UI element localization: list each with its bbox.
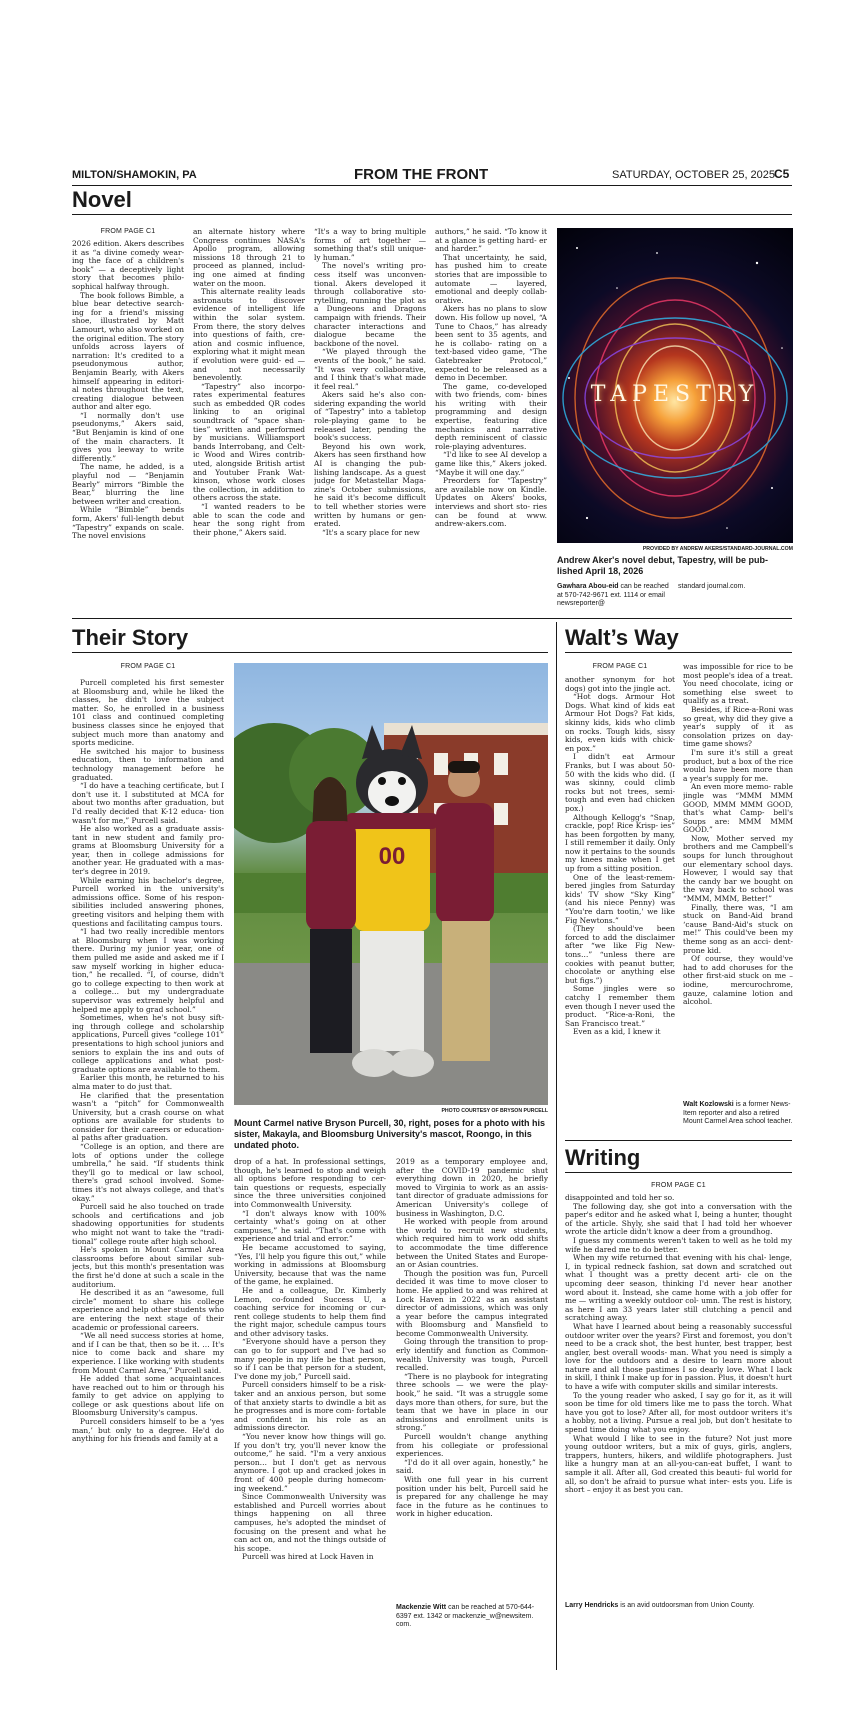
paragraph: “I'd like to see AI develop a game like this,” Akers joked. “Maybe it will one day.” <box>435 450 547 477</box>
walts-way-byline <box>683 1101 793 1127</box>
paragraph: He described it as an “awesome, full circle” moment to share his college experience and help other students who are entering the next stage of their academic or professional careers. <box>72 1288 224 1332</box>
paragraph: What have I learned about being a reasonably successful outdoor writer over the years? First and foremost, you don't need to be a crack shot, the best hunter, best trapper, best angler, best overall woods- man. What you need is simply a love for the outdoors and a desire to learn more about nature and all those pastimes I so dearly love. What I lack in skill, I think I make up for in passion. Plus, it doesn't hurt to have a wife with computer skills and similar interests. <box>565 1321 792 1392</box>
paragraph: an alternate history where Congress continues NASA's Apollo program, allowing missions 18 through 21 to proceed as planned, includ- ing one aimed at finding water on the moon. <box>193 228 305 288</box>
novel-column-1 <box>72 240 184 610</box>
their-story-column-2 <box>234 1158 386 1662</box>
their-story-byline-contact: can be reached at 570-644- 6397 ext. 1342 or mackenzie_w@newsitem. com. <box>396 1604 535 1628</box>
paragraph: Purcell said he also touched on trade schools and certifications and job shadowing opportunities for students who might not want to take the “tradi- tional” college route after high school. <box>72 1202 224 1246</box>
paragraph: Even as a kid, I knew it <box>573 1027 661 1037</box>
paragraph: 2019 as a temporary employee and, after the COVID-19 pandemic shut everything down in 2020, he briefly moved to Virginia to work as an assis- tant director of graduate admissions for American University's college of business in Washington, D.C. <box>396 1158 548 1218</box>
paragraph: Now, Mother served my brothers and me Campbell's soups for lunch throughout our elementary school days. However, I would say that the candy bar we bought on the way back to school was “MMM, MMM, Better!” <box>683 833 793 904</box>
paragraph: Purcell completed his first semester at Bloomsburg and, while he liked the classes, he didn't love the subject matter. So, he enrolled in a business 101 class and continued completing business classes since he enjoyed that subject much more than anatomy and sports medicine. <box>72 679 224 748</box>
paragraph: He and a colleague, Dr. Kimberly Lemon, co-founded Success U, a coaching service for incoming or cur- rent college students to help them find the right major, schedule campus tours and other advisory tasks. <box>234 1285 386 1338</box>
paragraph: 2026 edition. Akers describes it as “a divine comedy wear- ing the face of a children's book” — a deceptively light story that becomes philo- sophical halfway through. <box>72 240 184 291</box>
paragraph: He became accustomed to saying, “Yes, I'll help you figure this out,” while working in admissions at Bloomsburg University, because that was the name of the game, he explained. <box>234 1242 386 1287</box>
paragraph: What would I like to see in the future? Not just more young outdoor writers, but a mix of guys, girls, anglers, trappers, hunters, hikers, and wildlife photographers. Just like a hungry man at an all-you-can-eat buffet, I want to sample it all. After all, God created this beauti- ful world for all, so don't be afraid to pursue what inter- ests you. Life is short – enjoy it as best you can. <box>565 1433 792 1495</box>
paragraph: The game, co-developed with two friends, com- bines his writing with their programming and design expertise, featuring dice mechanics and narrative depth reminiscent of classic role-playing adventures. <box>435 381 547 451</box>
paragraph: Besides, if Rice-a-Roni was so great, why did they give a year's supply of it as consolation prizes on day- time game shows? <box>683 704 793 749</box>
paragraph: Although Kellogg's “Snap, crackle, pop! Rice Krisp- ies” has been forgotten by many, I still remember it daily. Only now it pertains to the sounds my knees make when I get up from a sitting position. <box>565 812 675 874</box>
paragraph: Preorders for “Tapestry” are available now on Kindle. Updates on Akers' books, interviews and short sto- ries can be found at www. andrew-akers.com. <box>435 476 547 529</box>
paragraph: “There is no playbook for integrating three schools — we were the play- book,” he said. “It was a struggle some days more than others, for sure, but the team that we have in place in our admissions and enrollment units is strong.” <box>396 1371 548 1433</box>
their-story-photo-credit: PHOTO COURTESY OF BRYSON PURCELL <box>441 1108 548 1114</box>
paragraph: He worked with people from around the world to recruit new students, which required him to work odd shifts to accommodate the time difference between the United States and Europe- an or Asian countries. <box>396 1217 548 1270</box>
paragraph: was impossible for rice to be most people's idea of a treat. You need chocolate, icing or something else sweet to qualify as a treat. <box>683 663 793 706</box>
novel-column-3 <box>314 228 426 610</box>
their-story-headline: Their Story <box>72 625 189 650</box>
masthead-location: MILTON/SHAMOKIN, PA <box>72 169 197 181</box>
paragraph: “Hot dogs. Armour Hot Dogs. What kind of kids eat Armour Hot Dogs? Fat kids, skinny kids, kids who climb on rocks. Tough kids, sissy kids, even kids with chick- en pox.” <box>565 692 675 753</box>
walts-way-from-page: FROM PAGE C1 <box>592 663 648 670</box>
paragraph: I'm sure it's still a great product, but a box of the rice would have been more than a year's supply for me. <box>683 747 793 783</box>
novel-headline: Novel <box>72 187 132 212</box>
paragraph: Akers said he's also con- sidering expanding the world of “Tapestry” into a tabletop role-playing game to be released later, pending the book's success. <box>314 390 426 443</box>
walts-way-byline-contact: is a former News-Item reporter and also a retired Mount Carmel Area school teacher. <box>683 1101 793 1125</box>
novel-photo-caption: Andrew Aker's novel debut, Tapestry, will be pub- lished April 18, 2026 <box>557 555 769 576</box>
paragraph: The name, he added, is a playful nod — “Benjamin Bearly” mirrors “Bimble the Bear,” blurring the line between writer and creation. <box>72 462 184 506</box>
paragraph: With one full year in his current position under his belt, Purcell said he is prepared for any challenge he may face in the future as he continues to work in higher education. <box>396 1474 548 1519</box>
paragraph: Going through the transition to prop- erly identify and function as Common- wealth University was tough, Purcell recalled. <box>396 1337 548 1373</box>
their-story-column-1 <box>72 679 224 1664</box>
paragraph: Purcell was hired at Lock Haven in <box>242 1552 374 1562</box>
walts-way-column-1 <box>565 676 675 1136</box>
masthead-section: FROM THE FRONT <box>354 166 489 183</box>
masthead-rule <box>72 185 792 186</box>
paragraph: “I'd do it all over again, honestly,” he said. <box>396 1457 548 1476</box>
novel-byline-contact: can be reached at 570-742-9671 ext. 1114 or email newsreporter@ <box>557 583 669 607</box>
their-story-from-page: FROM PAGE C1 <box>120 663 176 670</box>
paragraph: “College is an option, and there are lots of options under the college umbrella,” he said. “If students think they'll go to medical or law school, there's grad school involved. Some- times it's not always college, and that's okay.” <box>72 1142 224 1203</box>
paragraph: Akers has no plans to slow down. His follow up novel, “A Tune to Chaos,” has already been sent to 35 agents, and he is collabo- rating on a text-based video game, “The Gatebreaker Protocol,” expected to be released as a demo in December. <box>435 304 547 383</box>
writing-byline <box>565 1602 792 1611</box>
writing-byline-contact: is an avid outdoorsman from Union County. <box>618 1602 755 1609</box>
paragraph: The novel's writing pro- cess itself was unconven- tional. Akers developed it through collaborative sto- rytelling, running the plot as a Dungeons and Dragons campaign with friends. Their character interactions and dialogue became the backbone of the novel. <box>314 261 426 348</box>
novel-byline-name: Gawhara Abou-eid <box>557 583 619 590</box>
purcell-photo <box>234 663 548 1105</box>
novel-column-2 <box>193 228 305 610</box>
paragraph: Sometimes, when he's not busy sift- ing through college and scholarship applications, Purcell gives “college 101” presentations to high school juniors and seniors to explain the ins and outs of college applications and what post-graduate options are available to them. <box>72 1013 224 1074</box>
vertical-divider <box>556 622 557 1670</box>
walts-way-headline: Walt’s Way <box>565 625 679 650</box>
mascot-jersey-number: 00 <box>378 843 406 870</box>
their-story-byline <box>396 1604 548 1630</box>
paragraph: While earning his bachelor's degree, Purcell worked in the university's admissions office. Some of his respon- sibilities included answering phones, greeting visitors and helping them with questions and facilitating campus tours. <box>72 875 224 928</box>
novel-headline-rule <box>72 214 792 215</box>
walts-way-column-2 <box>683 663 793 1099</box>
paragraph: “I wanted readers to be able to scan the code and hear the song right from their phone,” Akers said. <box>193 502 305 537</box>
paragraph: “You never know how things will go. If you don't try, you'll never know the outcome,” he said. “I'm a very anxious person… but I don't get as nervous anymore. I got up and cracked jokes in front of 400 people during homecom- ing weekend.” <box>234 1432 386 1493</box>
writing-headline: Writing <box>565 1145 641 1170</box>
their-story-headline-rule <box>72 652 548 653</box>
novel-bottom-rule <box>72 618 792 619</box>
paragraph: The following day, she got into a conversation with the paper's editor and he asked what I, being a hunter, thought of the article. Shyly, she said that I had told her whoever wrote the article didn't know a deer from a groundhog. <box>565 1201 792 1237</box>
paragraph: He also worked as a graduate assis- tant in new student and family pro- grams at Bloomsburg University for a year, then in college admissions for another year. He graduated with a mas- ter's degree in 2019. <box>72 824 224 877</box>
writing-headline-rule <box>565 1172 792 1173</box>
paragraph: He switched his major to business education, then to information and technology management before he graduated. <box>72 746 224 782</box>
walts-way-byline-name: Walt Kozlowski <box>683 1101 734 1108</box>
paragraph: “We played through the events of the book,” he said. “It was very collaborative, and I think that's what made it feel real.” <box>314 347 426 391</box>
paragraph: “I had two really incredible mentors at Bloomsburg when I was working there. During my junior year, one of them pulled me aside and asked me if I saw myself working in higher educa- tion,” he recalled. “I, of course, didn't go to college expecting to then work at a college… but my undergraduate supervisor was extremely helpful and helped me apply to grad school.” <box>72 927 224 1014</box>
paragraph: drop of a hat. In professional settings, though, he's learned to stop and weigh all options before responding to cer- tain questions or requests, especially since the three universities conjoined into Commonwealth University. <box>234 1158 386 1209</box>
paragraph: “It's a way to bring multiple forms of art together — something that's still unique- ly human.” <box>314 228 426 262</box>
writing-from-page: FROM PAGE C1 <box>651 1182 706 1189</box>
paragraph: This alternate reality leads astronauts to discover evidence of intelligent life within the solar system. From there, the story delves into questions of faith, cre- ation and cosmic influence, exploring what it might mean if evolution were guid- ed — and not necessarily benevolently. <box>193 287 305 383</box>
paragraph: Earlier this month, he returned to his alma mater to do just that. <box>72 1073 224 1091</box>
paragraph: Though the position was fun, Purcell decided it was time to move closer to home. He applied to and was rehired at Lock Haven in 2022 as an assistant director of admissions, which was only a year before the campus integrated with Bloomsburg and Mansfield to become Commonwealth University. <box>396 1268 548 1338</box>
writing-top-rule <box>565 1140 792 1141</box>
paragraph: “I don't always know with 100% certainty what's going on at other campuses,” he said. “That's come with experience and trial and error.” <box>234 1208 386 1244</box>
paragraph: Purcell considers himself to be a risk-taker and an anxious person, but some of that anxiety starts to dwindle a bit as he progresses and is more com- fortable and confident in his role as an admissions director. <box>234 1380 386 1433</box>
paragraph: When my wife returned that evening with his chal- lenge, I, in typical redneck fashion, sat down and scratched out what I thought was a pretty decent arti- cle on the upcoming deer season, thinking I'd never hear another word about it. Instead, she came home with a job offer for me — writing a weekly outdoor col- umn. The rest is history, as here I am 33 years later still clutching a pencil and scratching away. <box>565 1253 792 1323</box>
paragraph: Some jingles were so catchy I remember them even though I never used the product. “Rice-a-Roni, the San Francisco treat.” <box>565 984 675 1028</box>
their-story-photo-caption: Mount Carmel native Bryson Purcell, 30, right, poses for a photo with his sister, Makayla, and Bloomsburg University's mascot, Roongo, in this undated photo. <box>234 1118 546 1150</box>
photo-scene <box>234 663 548 1105</box>
paragraph: “I do have a teaching certificate, but I don't use it. I substituted at MCA for about two months after graduation, but I'd really decided that K-12 educa- tion wasn't for me,” Purcell said. <box>72 781 224 825</box>
paragraph: The book follows Bimble, a blue bear detective search- ing for a friend's missing shoe, illustrated by Matt Lamourt, who also worked on the original edition. The story unfolds across layers of narration: It's credited to a pseudonymous author, Benjamin Bearly, with Akers himself appearing in editori- al notes throughout the text, creating dialogue between author and alter ego. <box>72 290 184 412</box>
novel-byline-tail: standard journal.com. <box>678 583 746 590</box>
masthead-date: SATURDAY, OCTOBER 25, 2025 <box>612 169 776 181</box>
paragraph: Finally, there was, “I am stuck on Band-Aid brand ‘cause Band-Aid's stuck on me!” This could've been my theme song as an acci- dent-prone kid. <box>683 902 793 955</box>
paragraph: An even more memo- rable jingle was “MMM MMM GOOD, MMM MMM GOOD, that's what Camp- bell's Soups are: MMM MMM GOOD.” <box>683 782 793 835</box>
paragraph: “Tapestry” also incorpo- rates experimental features such as embedded QR codes linking to an original soundtrack of “space shan- ties” written and performed by musicians. Williamsport bands Interrobang, and Celt- ic Wood and Wires contrib- uted, alongside British artist and Youtuber Frank Wat- kinson, whose work closes the collection, in addition to others across the state. <box>193 381 305 503</box>
paragraph: He's spoken in Mount Carmel Area classrooms before about similar sub- jects, but this month's presentation was the first he'd done at such a scale in the auditorium. <box>72 1245 224 1289</box>
their-story-column-3 <box>396 1158 548 1598</box>
paragraph: Since Commonwealth University was established and Purcell worries about things happening on all three campuses, he's adopted the mindset of focusing on the present and what he can act on, and not the things outside of his scope. <box>234 1492 386 1553</box>
paragraph: Beyond his own work, Akers has seen firsthand how AI is changing the pub- lishing landscape. As a guest judge for Metastellar Maga- zine's October submissions, he said it's become difficult to tell whether stories were written by humans or gen- erated. <box>314 441 426 529</box>
paragraph: I didn't eat Armour Franks, but I was about 50-50 with the kids who did. (I was skinny, could climb rocks but not trees, semi-tough and even had chicken pox.) <box>565 752 675 813</box>
writing-body <box>565 1194 792 1598</box>
cover-title: TAPESTRY <box>590 382 760 407</box>
paragraph: To the young reader who asked, I say go for it, as it will soon be time for old timers like me to pass the torch. What have you got to lose? After all, for most outdoor writers it's a hobby, not a living. Pursue a real job, but don't hesitate to spend time doing what you enjoy. <box>565 1390 792 1435</box>
paragraph: another synonym for hot dogs) got into the jingle act. <box>565 676 675 693</box>
paragraph: disappointed and told her so. <box>565 1194 675 1202</box>
section-logo: C5 <box>774 167 790 181</box>
paragraph: “Everyone should have a person they can go to for support and I've had so many people in my life be that person, so if I can be that person for a student, I've done my job,” Purcell said. <box>234 1337 386 1381</box>
paragraph: Purcell considers himself to be a ‘yes man,’ but only to a degree. He'd do anything for his friends and family at a <box>72 1417 224 1444</box>
walts-way-headline-rule <box>565 652 792 653</box>
paragraph: That uncertainty, he said, has pushed him to create stories that are impossible to automate — layered, emotional and deeply collab- orative. <box>435 252 547 305</box>
paragraph: “It's a scary place for new <box>322 527 420 537</box>
paragraph: Of course, they would've had to add choruses for the other first-aid stuck on me – iodine, mercurochrome, gauze, calamine lotion and alcohol. <box>683 954 793 1007</box>
novel-column-4 <box>435 228 547 610</box>
paragraph: One of the least-remem- bered jingles from Saturday kids' TV show “Sky King” (and his niece Penny) was “You're darn tootin,' we like Fig Newtons.” <box>565 872 675 925</box>
their-story-byline-name: Mackenzie Witt <box>396 1604 447 1611</box>
paragraph: He added that some acquaintances have reached out to him or through his family to get advice on applying to college or ask questions about life on Bloomsburg University's campus. <box>72 1374 224 1418</box>
paragraph: “I normally don't use pseudonyms,” Akers said, “But Benjamin is kind of one of the main characters. It gives you leeway to write differently.” <box>72 410 184 463</box>
novel-byline <box>557 583 669 609</box>
paragraph: He clarified that the presentation wasn't a “pitch” for Commonwealth University, but a crash course on what options are available for students to consider for their careers or education- al paths after graduation. <box>72 1090 224 1143</box>
paragraph: “We all need success stories at home, and if I can be that, then so be it. … It's nice to come back and share my experience. I like working with students from Mount Carmel Area,” Purcell said. <box>72 1331 224 1375</box>
paragraph: authors,” he said. “To know it at a glance is getting hard- er and harder.” <box>435 228 547 254</box>
paragraph: While “Bimble” bends form, Akers' full-length debut “Tapestry” expands on scale. The novel envisions <box>72 505 184 541</box>
novel-from-page: FROM PAGE C1 <box>100 228 156 235</box>
tapestry-book-cover <box>557 228 793 543</box>
paragraph: Purcell wouldn't change anything from his collegiate or professional experiences. <box>396 1432 548 1459</box>
novel-photo-credit: PROVIDED BY ANDREW AKERS/STANDARD-JOURNAL.COM <box>642 546 793 552</box>
writing-byline-name: Larry Hendricks <box>565 1602 619 1609</box>
paragraph: I guess my comments weren't taken to well as he told my wife he dared me to do better. <box>565 1235 792 1254</box>
paragraph: (They should've been forced to add the disclaimer after “we like Fig New- tons…” “unless there are cookies with peanut butter, chocolate or anything else but figs.”) <box>565 924 675 985</box>
